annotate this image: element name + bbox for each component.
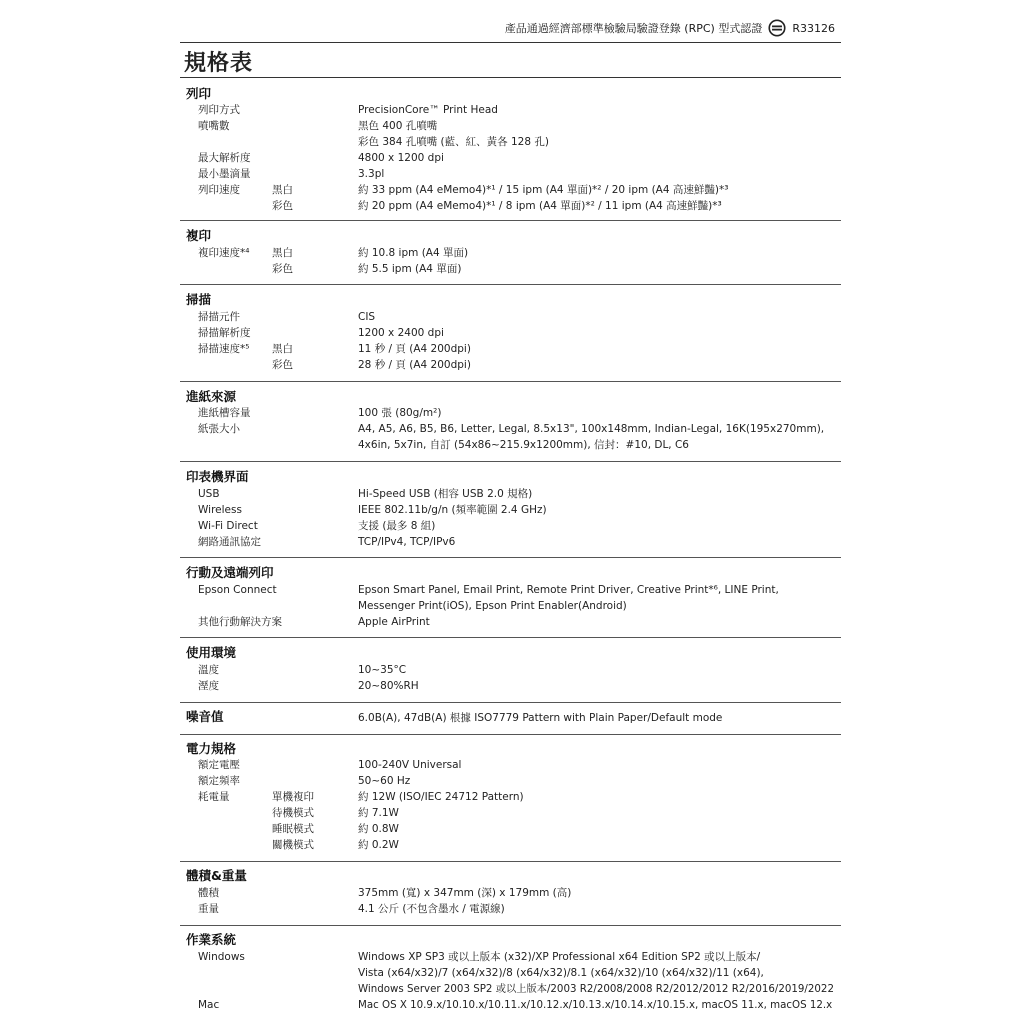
section-title-dimensions: 體積&重量 <box>186 868 247 883</box>
other-mobile-label: 其他行動解決方案 <box>198 616 282 628</box>
usb-label: USB <box>198 488 220 500</box>
section-title-environment: 使用環境 <box>186 645 237 660</box>
rpc-certification-icon <box>768 19 786 37</box>
windows-label: Windows <box>198 951 245 963</box>
certification-notice <box>430 19 835 37</box>
scan-resolution-value: 1200 x 2400 dpi <box>358 327 444 339</box>
section-divider <box>180 734 841 735</box>
section-title-interface: 印表機界面 <box>186 469 249 484</box>
section-title-print: 列印 <box>186 86 212 101</box>
power-off-label: 關機模式 <box>272 839 314 851</box>
power-copy-label: 單機複印 <box>272 791 314 803</box>
power-sleep-value: 約 0.8W <box>358 823 399 835</box>
wireless-value: IEEE 802.11b/g/n (頻率範圍 2.4 GHz) <box>358 504 547 516</box>
power-consumption-label: 耗電量 <box>198 791 230 803</box>
voltage-label: 額定電壓 <box>198 759 240 771</box>
frequency-label: 額定頻率 <box>198 775 240 787</box>
section-title-scan: 掃描 <box>186 292 212 307</box>
section-title-copy: 複印 <box>186 228 212 243</box>
nozzle-label: 噴嘴數 <box>198 120 230 132</box>
humidity-value: 20~80%RH <box>358 680 419 692</box>
power-copy-value: 約 12W (ISO/IEC 24712 Pattern) <box>358 791 524 803</box>
wireless-label: Wireless <box>198 504 242 516</box>
section-divider <box>180 557 841 558</box>
copy-color-value: 約 5.5 ipm (A4 單面) <box>358 263 462 275</box>
wifi-direct-label: Wi-Fi Direct <box>198 520 258 532</box>
title-divider <box>180 77 841 78</box>
section-divider <box>180 637 841 638</box>
scan-element-label: 掃描元件 <box>198 311 240 323</box>
print-speed-color-label: 彩色 <box>272 200 293 212</box>
windows-server-value: Windows Server 2003 SP2 或以上版本/2003 R2/2008/2008 R2/2012/2012 R2/2016/2019/2022 <box>358 983 834 995</box>
droplet-label: 最小墨滴量 <box>198 168 251 180</box>
section-divider <box>180 461 841 462</box>
scan-resolution-label: 掃描解析度 <box>198 327 251 339</box>
paper-size-value: A4, A5, A6, B5, B6, Letter, Legal, 8.5x13", 100x148mm, Indian-Legal, 16K(195x270mm), <box>358 423 825 435</box>
humidity-label: 溼度 <box>198 680 219 692</box>
copy-color-label: 彩色 <box>272 263 293 275</box>
voltage-value: 100-240V Universal <box>358 759 462 771</box>
scan-color-value: 28 秒 / 頁 (A4 200dpi) <box>358 359 471 371</box>
section-title-power: 電力規格 <box>186 741 237 756</box>
weight-label: 重量 <box>198 903 219 915</box>
print-speed-label: 列印速度 <box>198 184 240 196</box>
nozzle-black-value: 黑色 400 孔噴嘴 <box>358 120 438 132</box>
scan-element-value: CIS <box>358 311 376 323</box>
volume-value: 375mm (寬) x 347mm (深) x 179mm (高) <box>358 887 572 899</box>
mac-value: Mac OS X 10.9.x/10.10.x/10.11.x/10.12.x/10.13.x/10.14.x/10.15.x, macOS 11.x, macOS 12.x <box>358 999 833 1011</box>
copy-black-value: 約 10.8 ipm (A4 單面) <box>358 247 469 259</box>
power-sleep-label: 睡眠模式 <box>272 823 314 835</box>
page-title: 規格表 <box>184 51 254 76</box>
scan-black-value: 11 秒 / 頁 (A4 200dpi) <box>358 343 471 355</box>
copy-speed-label: 複印速度*⁴ <box>198 247 250 259</box>
scan-black-label: 黑白 <box>272 343 293 355</box>
network-protocol-label: 網路通訊協定 <box>198 536 261 548</box>
temperature-label: 溫度 <box>198 664 219 676</box>
section-title-os: 作業系統 <box>186 932 237 947</box>
power-standby-label: 待機模式 <box>272 807 314 819</box>
frequency-value: 50~60 Hz <box>358 775 411 787</box>
section-divider <box>180 702 841 703</box>
nozzle-color-value: 彩色 384 孔噴嘴 (藍、紅、黃各 128 孔) <box>358 136 549 148</box>
scan-color-label: 彩色 <box>272 359 293 371</box>
power-standby-value: 約 7.1W <box>358 807 399 819</box>
epson-connect-label: Epson Connect <box>198 584 277 596</box>
noise-value: 6.0B(A), 47dB(A) 根據 ISO7779 Pattern with Plain Paper/Default mode <box>358 712 723 724</box>
scan-speed-label: 掃描速度*⁵ <box>198 343 250 355</box>
print-speed-black-value: 約 33 ppm (A4 eMemo4)*¹ / 15 ipm (A4 單面)*² / 20 ipm (A4 高速鮮豔)*³ <box>358 184 729 196</box>
section-title-noise: 噪音值 <box>186 709 224 724</box>
paper-size-value-continued: 4x6in, 5x7in, 自訂 (54x86~215.9x1200mm), 信封：#10, DL, C6 <box>358 439 689 451</box>
paper-size-label: 紙張大小 <box>198 423 240 435</box>
certification-code: R33126 <box>792 21 835 35</box>
volume-label: 體積 <box>198 887 219 899</box>
paper-capacity-value: 100 張 (80g/m²) <box>358 407 442 419</box>
print-speed-color-value: 約 20 ppm (A4 eMemo4)*¹ / 8 ipm (A4 單面)*² / 11 ipm (A4 高速鮮豔)*³ <box>358 200 722 212</box>
paper-capacity-label: 進紙槽容量 <box>198 407 251 419</box>
section-divider <box>180 381 841 382</box>
droplet-value: 3.3pl <box>358 168 385 180</box>
section-title-paper: 進紙來源 <box>186 389 237 404</box>
wifi-direct-value: 支援 (最多 8 組) <box>358 520 436 532</box>
print-method-value: PrecisionCore™ Print Head <box>358 104 498 116</box>
certification-text: 產品通過經濟部標準檢驗局驗證登錄 (RPC) 型式認證 <box>504 22 763 35</box>
print-method-label: 列印方式 <box>198 104 240 116</box>
power-off-value: 約 0.2W <box>358 839 399 851</box>
epson-connect-value: Epson Smart Panel, Email Print, Remote Print Driver, Creative Print*⁶, LINE Print, <box>358 584 779 596</box>
section-divider <box>180 284 841 285</box>
section-divider <box>180 220 841 221</box>
max-resolution-label: 最大解析度 <box>198 152 251 164</box>
weight-value: 4.1 公斤 (不包含墨水 / 電源線) <box>358 903 505 915</box>
section-divider <box>180 861 841 862</box>
section-title-mobile: 行動及遠端列印 <box>186 565 274 580</box>
windows-value: Windows XP SP3 或以上版本 (x32)/XP Professional x64 Edition SP2 或以上版本/ <box>358 951 761 963</box>
epson-connect-value-continued: Messenger Print(iOS), Epson Print Enabler(Android) <box>358 600 627 612</box>
print-speed-black-label: 黑白 <box>272 184 293 196</box>
windows-value-continued: Vista (x64/x32)/7 (x64/x32)/8 (x64/x32)/8.1 (x64/x32)/10 (x64/x32)/11 (x64), <box>358 967 764 979</box>
usb-value: Hi-Speed USB (相容 USB 2.0 規格) <box>358 488 533 500</box>
copy-black-label: 黑白 <box>272 247 293 259</box>
mac-label: Mac <box>198 999 220 1011</box>
header-divider <box>180 42 841 43</box>
max-resolution-value: 4800 x 1200 dpi <box>358 152 444 164</box>
temperature-value: 10~35°C <box>358 664 407 676</box>
network-protocol-value: TCP/IPv4, TCP/IPv6 <box>358 536 456 548</box>
section-divider <box>180 925 841 926</box>
other-mobile-value: Apple AirPrint <box>358 616 430 628</box>
